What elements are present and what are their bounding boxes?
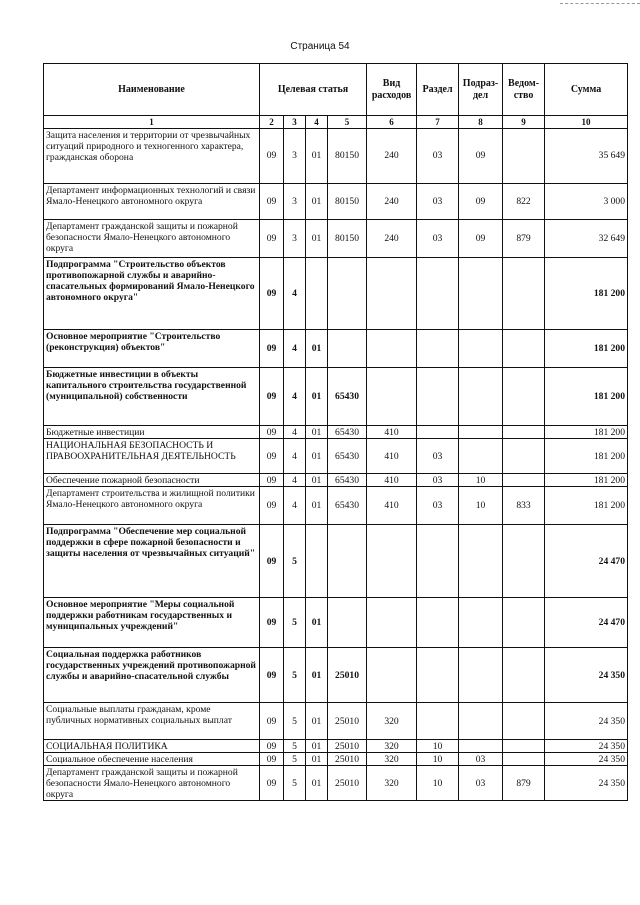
target-code-1: 09	[260, 487, 284, 525]
header-expense-type: Вид расходов	[367, 64, 417, 116]
target-code-2: 5	[284, 703, 306, 740]
column-number: 9	[503, 116, 545, 129]
amount: 181 200	[545, 487, 628, 525]
row-name: Бюджетные инвестиции	[44, 426, 260, 439]
target-code-2: 4	[284, 368, 306, 426]
target-code-4: 65430	[328, 474, 367, 487]
amount: 24 350	[545, 703, 628, 740]
department: 822	[503, 184, 545, 220]
row-name: Подпрограмма "Строительство объектов противопожарной службы и аварийно-спасательных формирований Ямало-Ненецкого автономного округа"	[44, 258, 260, 330]
amount: 3 000	[545, 184, 628, 220]
expense-type: 320	[367, 766, 417, 801]
department: 879	[503, 220, 545, 258]
target-code-2: 4	[284, 330, 306, 368]
target-code-4: 65430	[328, 439, 367, 474]
section	[417, 703, 459, 740]
target-code-3: 01	[306, 474, 328, 487]
expense-type	[367, 598, 417, 648]
row-name: Основное мероприятие "Строительство (реконструкция) объектов"	[44, 330, 260, 368]
row-name: СОЦИАЛЬНАЯ ПОЛИТИКА	[44, 740, 260, 753]
target-code-1: 09	[260, 330, 284, 368]
department	[503, 129, 545, 184]
row-name: Департамент информационных технологий и связи Ямало-Ненецкого автономного округа	[44, 184, 260, 220]
section: 03	[417, 474, 459, 487]
target-code-1: 09	[260, 598, 284, 648]
table-row	[44, 439, 628, 474]
amount: 181 200	[545, 330, 628, 368]
table-row	[44, 703, 628, 740]
target-code-1: 09	[260, 753, 284, 766]
section: 10	[417, 766, 459, 801]
expense-type	[367, 258, 417, 330]
section	[417, 426, 459, 439]
target-code-1: 09	[260, 474, 284, 487]
target-code-3: 01	[306, 740, 328, 753]
table-row	[44, 258, 628, 330]
target-code-1: 09	[260, 740, 284, 753]
column-number: 2	[260, 116, 284, 129]
amount: 24 350	[545, 648, 628, 703]
expense-type: 410	[367, 426, 417, 439]
target-code-4: 25010	[328, 753, 367, 766]
target-code-1: 09	[260, 368, 284, 426]
row-name: Защита населения и территории от чрезвычайных ситуаций природного и техногенного характера, гражданская оборона	[44, 129, 260, 184]
amount: 24 470	[545, 525, 628, 598]
target-code-2: 4	[284, 439, 306, 474]
target-code-1: 09	[260, 648, 284, 703]
target-code-4	[328, 258, 367, 330]
row-name: НАЦИОНАЛЬНАЯ БЕЗОПАСНОСТЬ И ПРАВООХРАНИТЕЛЬНАЯ ДЕЯТЕЛЬНОСТЬ	[44, 439, 260, 474]
target-code-1: 09	[260, 703, 284, 740]
expense-type: 320	[367, 740, 417, 753]
header-name: Наименование	[44, 64, 260, 116]
row-name: Бюджетные инвестиции в объекты капитального строительства государственной (муниципальной) собственности	[44, 368, 260, 426]
row-name: Департамент строительства и жилищной политики Ямало-Ненецкого автономного округа	[44, 487, 260, 525]
header-subsection: Подраз-дел	[459, 64, 503, 116]
target-code-4: 25010	[328, 648, 367, 703]
expense-type	[367, 648, 417, 703]
table-row	[44, 474, 628, 487]
section: 03	[417, 184, 459, 220]
target-code-2: 3	[284, 129, 306, 184]
target-code-4	[328, 598, 367, 648]
expense-type: 240	[367, 129, 417, 184]
table-row	[44, 766, 628, 801]
header-row	[44, 64, 628, 116]
subsection	[459, 330, 503, 368]
subsection	[459, 598, 503, 648]
target-code-2: 4	[284, 426, 306, 439]
amount: 181 200	[545, 426, 628, 439]
header-department: Ведом-ство	[503, 64, 545, 116]
section	[417, 525, 459, 598]
section: 03	[417, 220, 459, 258]
target-code-4: 25010	[328, 766, 367, 801]
subsection	[459, 258, 503, 330]
column-number: 8	[459, 116, 503, 129]
amount: 24 350	[545, 766, 628, 801]
subsection	[459, 740, 503, 753]
row-name: Департамент гражданской защиты и пожарной безопасности Ямало-Ненецкого автономного округа	[44, 220, 260, 258]
target-code-1: 09	[260, 184, 284, 220]
target-code-4	[328, 525, 367, 598]
row-name: Подпрограмма "Обеспечение мер социальной поддержки в сфере пожарной безопасности и защиты населения от чрезвычайных ситуаций"	[44, 525, 260, 598]
target-code-3: 01	[306, 487, 328, 525]
target-code-3: 01	[306, 220, 328, 258]
department	[503, 740, 545, 753]
header-target: Целевая статья	[260, 64, 367, 116]
table-row	[44, 330, 628, 368]
amount: 35 649	[545, 129, 628, 184]
target-code-1: 09	[260, 220, 284, 258]
table-row	[44, 740, 628, 753]
target-code-2: 3	[284, 220, 306, 258]
header-amount: Сумма	[545, 64, 628, 116]
department	[503, 258, 545, 330]
column-number-row	[44, 116, 628, 129]
row-name: Обеспечение пожарной безопасности	[44, 474, 260, 487]
amount: 24 350	[545, 753, 628, 766]
target-code-2: 5	[284, 740, 306, 753]
column-number: 7	[417, 116, 459, 129]
table-row	[44, 648, 628, 703]
department	[503, 439, 545, 474]
expense-type	[367, 330, 417, 368]
expense-type: 410	[367, 474, 417, 487]
row-name: Основное мероприятие "Меры социальной поддержки работникам государственных и муниципальных учреждений"	[44, 598, 260, 648]
target-code-1: 09	[260, 439, 284, 474]
section: 10	[417, 740, 459, 753]
amount: 24 470	[545, 598, 628, 648]
column-number: 5	[328, 116, 367, 129]
amount: 181 200	[545, 439, 628, 474]
target-code-3	[306, 525, 328, 598]
target-code-4: 65430	[328, 426, 367, 439]
section: 10	[417, 753, 459, 766]
target-code-4: 65430	[328, 368, 367, 426]
target-code-4	[328, 330, 367, 368]
column-number: 1	[44, 116, 260, 129]
budget-table	[43, 63, 628, 801]
target-code-2: 5	[284, 766, 306, 801]
corner-mark	[560, 3, 640, 4]
section	[417, 598, 459, 648]
target-code-3: 01	[306, 129, 328, 184]
department	[503, 330, 545, 368]
subsection	[459, 439, 503, 474]
header-section: Раздел	[417, 64, 459, 116]
target-code-2: 5	[284, 525, 306, 598]
target-code-1: 09	[260, 525, 284, 598]
section	[417, 258, 459, 330]
subsection: 10	[459, 487, 503, 525]
target-code-4: 80150	[328, 184, 367, 220]
department	[503, 598, 545, 648]
expense-type: 320	[367, 703, 417, 740]
page-label: Страница 54	[290, 41, 350, 52]
table-row	[44, 129, 628, 184]
subsection: 03	[459, 766, 503, 801]
department	[503, 426, 545, 439]
subsection: 03	[459, 753, 503, 766]
target-code-3	[306, 258, 328, 330]
table-row	[44, 753, 628, 766]
target-code-1: 09	[260, 129, 284, 184]
table-row	[44, 525, 628, 598]
target-code-1: 09	[260, 766, 284, 801]
section	[417, 368, 459, 426]
expense-type: 240	[367, 184, 417, 220]
section: 03	[417, 487, 459, 525]
column-number: 6	[367, 116, 417, 129]
amount: 181 200	[545, 368, 628, 426]
expense-type: 410	[367, 439, 417, 474]
target-code-3: 01	[306, 648, 328, 703]
subsection	[459, 525, 503, 598]
subsection: 09	[459, 220, 503, 258]
target-code-2: 4	[284, 474, 306, 487]
target-code-4: 25010	[328, 740, 367, 753]
subsection	[459, 703, 503, 740]
row-name: Социальная поддержка работников государственных учреждений противопожарной службы и аварийно-спасательной службы	[44, 648, 260, 703]
row-name: Социальное обеспечение населения	[44, 753, 260, 766]
table-body	[44, 129, 628, 801]
department	[503, 474, 545, 487]
target-code-1: 09	[260, 426, 284, 439]
expense-type	[367, 368, 417, 426]
subsection	[459, 426, 503, 439]
column-number: 10	[545, 116, 628, 129]
target-code-1: 09	[260, 258, 284, 330]
department	[503, 525, 545, 598]
subsection	[459, 648, 503, 703]
amount: 24 350	[545, 740, 628, 753]
target-code-3: 01	[306, 598, 328, 648]
column-number: 3	[284, 116, 306, 129]
department	[503, 753, 545, 766]
amount: 32 649	[545, 220, 628, 258]
table-row	[44, 368, 628, 426]
table-row	[44, 220, 628, 258]
column-number: 4	[306, 116, 328, 129]
table-row	[44, 184, 628, 220]
target-code-2: 5	[284, 648, 306, 703]
section: 03	[417, 129, 459, 184]
subsection: 10	[459, 474, 503, 487]
section: 03	[417, 439, 459, 474]
expense-type	[367, 525, 417, 598]
amount: 181 200	[545, 258, 628, 330]
target-code-3: 01	[306, 184, 328, 220]
table-row	[44, 487, 628, 525]
department: 833	[503, 487, 545, 525]
department	[503, 368, 545, 426]
table-row	[44, 598, 628, 648]
target-code-3: 01	[306, 753, 328, 766]
section	[417, 330, 459, 368]
target-code-2: 3	[284, 184, 306, 220]
department	[503, 648, 545, 703]
department: 879	[503, 766, 545, 801]
target-code-2: 5	[284, 598, 306, 648]
subsection: 09	[459, 129, 503, 184]
subsection: 09	[459, 184, 503, 220]
target-code-3: 01	[306, 439, 328, 474]
table-row	[44, 426, 628, 439]
target-code-2: 4	[284, 487, 306, 525]
target-code-3: 01	[306, 426, 328, 439]
expense-type: 410	[367, 487, 417, 525]
target-code-4: 80150	[328, 220, 367, 258]
target-code-3: 01	[306, 368, 328, 426]
target-code-4: 25010	[328, 703, 367, 740]
target-code-4: 80150	[328, 129, 367, 184]
target-code-3: 01	[306, 703, 328, 740]
amount: 181 200	[545, 474, 628, 487]
subsection	[459, 368, 503, 426]
target-code-3: 01	[306, 330, 328, 368]
section	[417, 648, 459, 703]
target-code-4: 65430	[328, 487, 367, 525]
expense-type: 240	[367, 220, 417, 258]
row-name: Социальные выплаты гражданам, кроме публичных нормативных социальных выплат	[44, 703, 260, 740]
target-code-3: 01	[306, 766, 328, 801]
row-name: Департамент гражданской защиты и пожарной безопасности Ямало-Ненецкого автономного округа	[44, 766, 260, 801]
expense-type: 320	[367, 753, 417, 766]
department	[503, 703, 545, 740]
target-code-2: 4	[284, 258, 306, 330]
target-code-2: 5	[284, 753, 306, 766]
